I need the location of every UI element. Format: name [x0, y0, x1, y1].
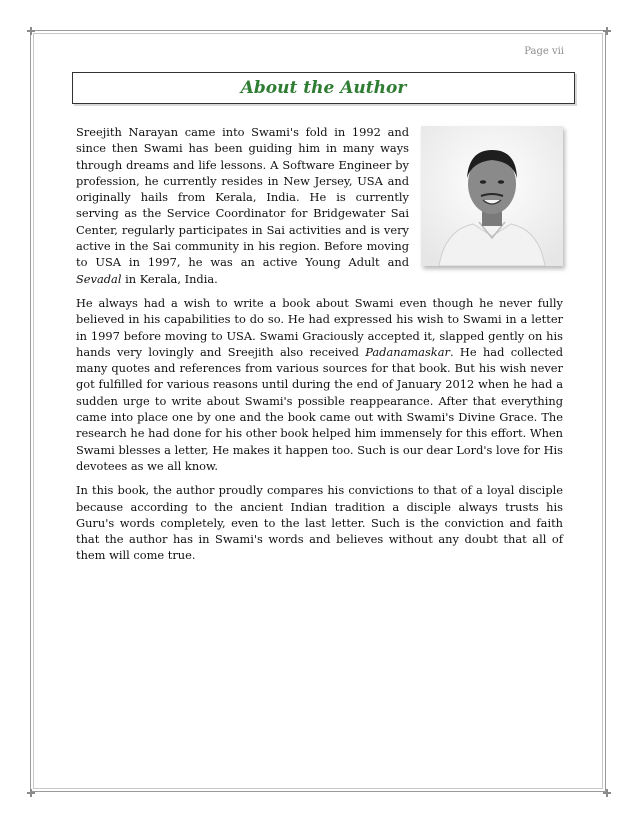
document-body [76, 124, 563, 572]
author-photo [421, 126, 563, 266]
paragraph-3-text: In this book, the author proudly compares his convictions to that of a loyal disciple because according to the ancient Indian tradition a disciple always trusts his Guru's words completely, even to the last letter. Such is the conviction and faith that the author has in Swami's words and believes without any doubt that all of them will come true. [76, 483, 563, 563]
page-number: Page vii [524, 46, 564, 57]
paragraph-1-emphasis: Sevadal [76, 271, 122, 286]
corner-ornament-bottom-right [603, 789, 611, 797]
paragraph-2-text-a: He always had a wish to write a book about Swami even though he never fully believed in his capabilities to do so. He had expressed his wish to Swami in a letter in 1997 before moving to USA. Swami Graciously accepted it, slapped gently on his hands very lovingly and Sreejith also received [76, 295, 563, 359]
page-title: About the Author [240, 78, 407, 98]
corner-ornament-bottom-left [27, 789, 35, 797]
paragraph-3 [76, 482, 563, 563]
corner-ornament-top-right [603, 27, 611, 35]
paragraph-2-text-b: . He had collected many quotes and references from various sources for that book. But his wish never got fulfilled for various reasons until during the end of January 2012 when he had a sudden urge to write about Swami's possible reappearance. After that everything came into place one by one and the book came out with Swami's Divine Grace. The research he had done for his other book helped him immensely for this effort. When Swami blesses a letter, He makes it happen too. Such is our dear Lord's love for His devotees as we all know. [76, 344, 563, 473]
paragraph-1-text-a: Sreejith Narayan came into Swami's fold in 1992 and since then Swami has been guiding him in many ways through dreams and life lessons. A Software Engineer by profession, he currently resides in New Jersey, USA and originally hails from Kerala, India. He is currently serving as the Service Coordinator for Bridgewater Sai Center, regularly participates in Sai activities and is very active in the Sai community in his region. Before moving to USA in 1997, he was an active Young Adult and [76, 125, 409, 270]
paragraph-2-emphasis: Padanamaskar [365, 344, 450, 359]
paragraph-1-text-b: in Kerala, India. [121, 271, 218, 286]
paragraph-2 [76, 295, 563, 474]
author-portrait-image [421, 126, 563, 266]
corner-ornament-top-left [27, 27, 35, 35]
title-box [72, 72, 575, 104]
paragraph-1 [76, 124, 563, 287]
